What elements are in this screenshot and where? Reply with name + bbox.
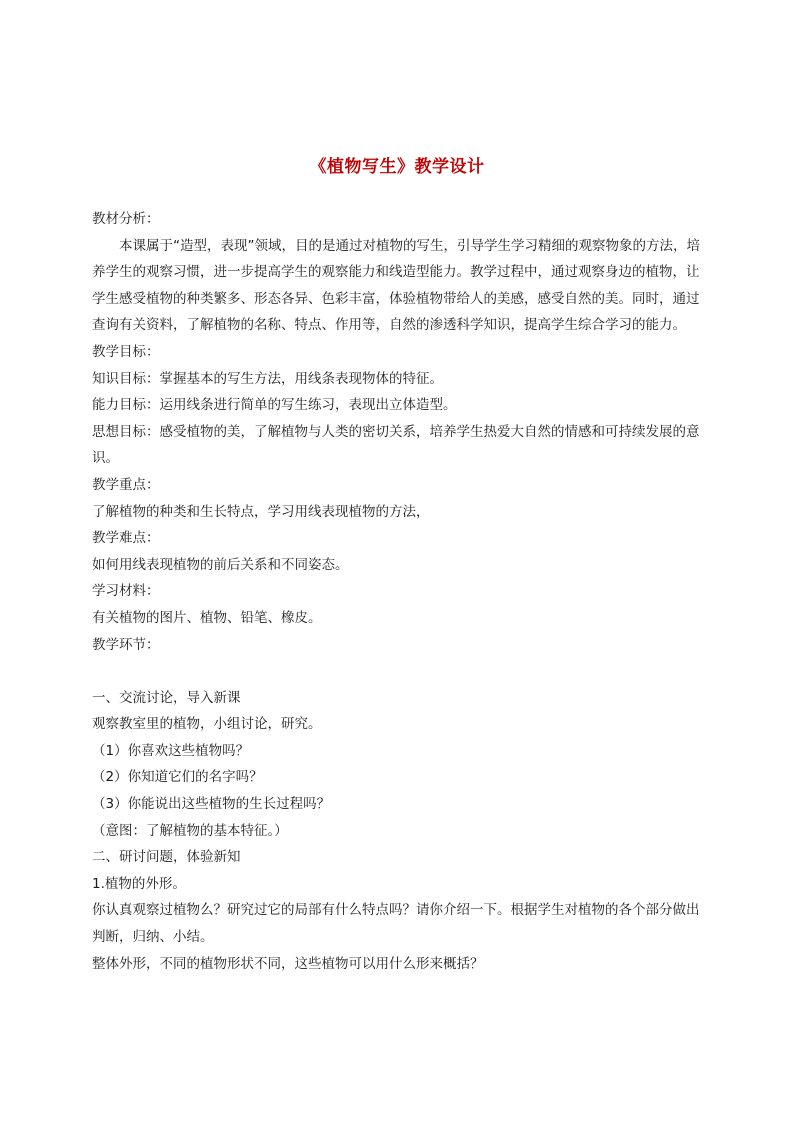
paragraph: 教学难点：: [92, 530, 160, 547]
paragraph: 1.植物的外形。: [92, 875, 186, 892]
paragraph: （意图：了解植物的基本特征。）: [92, 822, 288, 839]
paragraph: 思想目标：感受植物的美，了解植物与人类的密切关系，培养学生热爱大自然的情感和可持续发展的意识。: [92, 423, 700, 467]
paragraph: 二、研讨问题，体验新知: [92, 849, 241, 866]
paragraph: 本课属于“造型，表现”领域，目的是通过对植物的写生，引导学生学习精细的观察物象的方法，培养学生的观察习惯，进一步提高学生的观察能力和线造型能力。教学过程中，通过观察身边的植物，让学生感受植物的种类繁多、形态各异、色彩丰富，体验植物带给人的美感，感受自然的美。同时，通过查询有关资料，了解植物的名称、特点、作用等，自然的渗透科学知识，提高学生综合学习的能力。: [92, 237, 700, 334]
paragraph: 如何用线表现植物的前后关系和不同姿态。: [92, 556, 349, 573]
paragraph: 教学目标：: [92, 343, 160, 360]
paragraph: 教材分析：: [92, 211, 160, 227]
paragraph: （2）你知道它们的名字吗？: [92, 769, 263, 786]
paragraph: （1）你喜欢这些植物吗？: [92, 742, 250, 759]
paragraph: 一、交流讨论，导入新课: [92, 689, 241, 706]
document-title: 《植物写生》教学设计: [309, 157, 485, 177]
paragraph: （3）你能说出这些植物的生长过程吗？: [92, 796, 331, 813]
paragraph: 教学环节：: [92, 636, 160, 653]
paragraph: 观察教室里的植物，小组讨论，研究。: [92, 716, 322, 733]
blank-line: [92, 658, 704, 685]
paragraph: 有关植物的图片、植物、铅笔、橡皮。: [92, 609, 322, 626]
paragraph: 能力目标：运用线条进行简单的写生练习，表现出立体造型。: [92, 397, 457, 414]
paragraph: 整体外形，不同的植物形状不同，这些植物可以用什么形来概括？: [92, 955, 484, 972]
paragraph: 学习材料：: [92, 583, 160, 600]
paragraph: 知识目标：掌握基本的写生方法，用线条表现物体的特征。: [92, 370, 443, 387]
paragraph: 了解植物的种类和生长特点，学习用线表现植物的方法，: [92, 503, 430, 520]
paragraph: 你认真观察过植物么？研究过它的局部有什么特点吗？请你介绍一下。根据学生对植物的各个部分做出判断，归纳、小结。: [92, 902, 700, 946]
paragraph: 教学重点：: [92, 476, 160, 493]
document-body: [92, 206, 704, 977]
